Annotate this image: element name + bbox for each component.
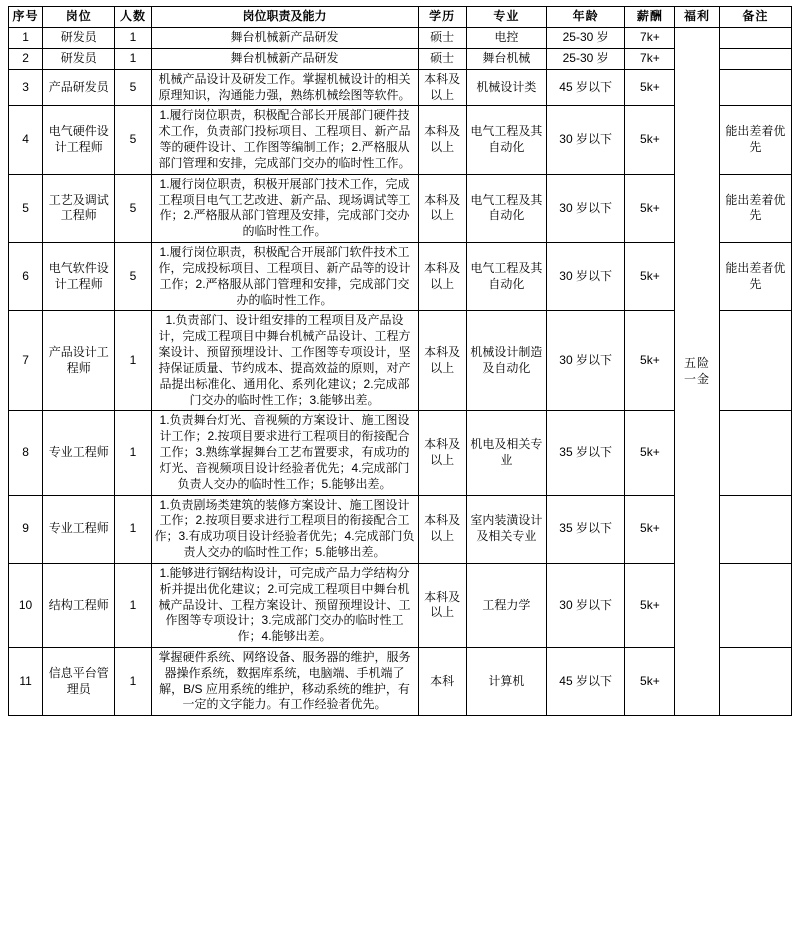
cell-number: 1 [115,27,151,48]
table-row [9,311,792,411]
cell-age: 35 岁以下 [547,495,625,563]
header-number: 人数 [115,7,151,28]
cell-education: 本科及以上 [418,243,466,311]
header-duty: 岗位职责及能力 [151,7,418,28]
header-salary: 薪酬 [625,7,675,28]
cell-no: 3 [9,69,43,106]
cell-education: 本科及以上 [418,311,466,411]
cell-salary: 5k+ [625,69,675,106]
cell-post: 专业工程师 [43,495,115,563]
cell-no: 5 [9,174,43,242]
cell-number: 1 [115,563,151,647]
cell-post: 研发员 [43,48,115,69]
cell-remark [719,495,791,563]
table-row [9,69,792,106]
cell-age: 35 岁以下 [547,411,625,495]
cell-salary: 7k+ [625,27,675,48]
table-row [9,495,792,563]
cell-post: 工艺及调试工程师 [43,174,115,242]
cell-no: 2 [9,48,43,69]
cell-age: 30 岁以下 [547,563,625,647]
cell-salary: 5k+ [625,243,675,311]
table-body [9,27,792,715]
cell-education: 硕士 [418,27,466,48]
cell-number: 5 [115,69,151,106]
cell-education: 本科及以上 [418,495,466,563]
cell-age: 25-30 岁 [547,48,625,69]
cell-remark: 能出差者优先 [719,243,791,311]
header-major: 专业 [466,7,546,28]
cell-major: 机械设计类 [466,69,546,106]
cell-number: 5 [115,243,151,311]
cell-post: 产品设计工程师 [43,311,115,411]
cell-age: 30 岁以下 [547,106,625,174]
cell-major: 计算机 [466,647,546,715]
header-education: 学历 [418,7,466,28]
cell-major: 机械设计制造及自动化 [466,311,546,411]
cell-major: 机电及相关专业 [466,411,546,495]
cell-duty: 1.履行岗位职责，积极配合部长开展部门硬件技术工作，负责部门投标项目、工程项目、新产品等的硬件设计、工作图等编制工作；2.严格服从部门管理和安排，完成部门交办的临时性工作。 [151,106,418,174]
cell-number: 1 [115,48,151,69]
cell-post: 电气硬件设计工程师 [43,106,115,174]
cell-number: 1 [115,411,151,495]
cell-remark [719,563,791,647]
cell-remark: 能出差着优先 [719,106,791,174]
cell-number: 1 [115,311,151,411]
cell-duty: 机械产品设计及研发工作。掌握机械设计的相关原理知识，沟通能力强，熟练机械绘图等软件。 [151,69,418,106]
header-no: 序号 [9,7,43,28]
cell-no: 7 [9,311,43,411]
cell-remark [719,48,791,69]
cell-education: 本科 [418,647,466,715]
cell-remark [719,311,791,411]
cell-no: 10 [9,563,43,647]
cell-no: 11 [9,647,43,715]
cell-post: 研发员 [43,27,115,48]
cell-salary: 5k+ [625,174,675,242]
cell-salary: 5k+ [625,647,675,715]
cell-major: 电气工程及其自动化 [466,174,546,242]
cell-age: 45 岁以下 [547,69,625,106]
cell-education: 本科及以上 [418,563,466,647]
cell-post: 电气软件设计工程师 [43,243,115,311]
cell-salary: 5k+ [625,311,675,411]
cell-duty: 1.能够进行钢结构设计，可完成产品力学结构分析并提出优化建议；2.可完成工程项目中舞台机械产品设计、工程方案设计、预留预埋设计、工作图等专项设计；3.完成部门交办的临时性工作；4.能够出差。 [151,563,418,647]
cell-age: 30 岁以下 [547,243,625,311]
table-row [9,106,792,174]
cell-age: 45 岁以下 [547,647,625,715]
cell-duty: 舞台机械新产品研发 [151,27,418,48]
cell-age: 30 岁以下 [547,311,625,411]
cell-education: 硕士 [418,48,466,69]
cell-education: 本科及以上 [418,174,466,242]
cell-no: 8 [9,411,43,495]
cell-post: 信息平台管理员 [43,647,115,715]
header-remark: 备注 [719,7,791,28]
cell-major: 电气工程及其自动化 [466,243,546,311]
cell-remark [719,27,791,48]
cell-salary: 7k+ [625,48,675,69]
cell-duty: 1.履行岗位职责，积极开展部门技术工作，完成工程项目电气工艺改进、新产品、现场调试等工作；2.严格服从部门管理及安排，完成部门交办的临时性工作。 [151,174,418,242]
header-benefit: 福利 [675,7,719,28]
table-row [9,174,792,242]
cell-benefit: 五险一金 [675,27,719,715]
table-row [9,411,792,495]
table-header-row [9,7,792,28]
cell-major: 电控 [466,27,546,48]
cell-salary: 5k+ [625,411,675,495]
table-row [9,27,792,48]
cell-duty: 1.负责舞台灯光、音视频的方案设计、施工图设计工作；2.按项目要求进行工程项目的衔接配合工作；3.熟练掌握舞台工艺布置要求，有成功的灯光、音视频项目设计经验者优先；4.完成部门负责人交办的临时性工作；5.能够出差。 [151,411,418,495]
cell-salary: 5k+ [625,495,675,563]
cell-duty: 掌握硬件系统、网络设备、服务器的维护，服务器操作系统，数据库系统，电脑端、手机端了解，B/S 应用系统的维护，移动系统的维护，有一定的文字能力。有工作经验者优先。 [151,647,418,715]
cell-remark [719,411,791,495]
cell-duty: 舞台机械新产品研发 [151,48,418,69]
header-age: 年龄 [547,7,625,28]
cell-no: 6 [9,243,43,311]
cell-education: 本科及以上 [418,106,466,174]
cell-duty: 1.负责剧场类建筑的装修方案设计、施工图设计工作；2.按项目要求进行工程项目的衔接配合工作；3.有成功项目设计经验者优先；4.完成部门负责人交办的临时性工作；5.能够出差。 [151,495,418,563]
cell-education: 本科及以上 [418,69,466,106]
table-row [9,48,792,69]
cell-duty: 1.负责部门、设计组安排的工程项目及产品设计，完成工程项目中舞台机械产品设计、工程方案设计、预留预埋设计、工作图等专项设计，坚持保证质量、节约成本、提高效益的原则，对产品提出标准化、通用化、系列化建议；2.完成部门交办的临时性工作；3.能够出差。 [151,311,418,411]
cell-post: 结构工程师 [43,563,115,647]
cell-number: 1 [115,495,151,563]
cell-education: 本科及以上 [418,411,466,495]
table-row [9,647,792,715]
cell-number: 5 [115,106,151,174]
cell-remark [719,647,791,715]
table-row [9,563,792,647]
cell-number: 1 [115,647,151,715]
cell-post: 产品研发员 [43,69,115,106]
table-header [9,7,792,28]
cell-major: 工程力学 [466,563,546,647]
cell-major: 电气工程及其自动化 [466,106,546,174]
cell-age: 25-30 岁 [547,27,625,48]
header-post: 岗位 [43,7,115,28]
cell-no: 4 [9,106,43,174]
cell-number: 5 [115,174,151,242]
cell-post: 专业工程师 [43,411,115,495]
job-recruitment-table [8,6,792,716]
cell-remark: 能出差着优先 [719,174,791,242]
table-row [9,243,792,311]
cell-age: 30 岁以下 [547,174,625,242]
cell-no: 1 [9,27,43,48]
cell-major: 舞台机械 [466,48,546,69]
cell-duty: 1.履行岗位职责，积极配合开展部门软件技术工作，完成投标项目、工程项目、新产品等的设计工作；2.严格服从部门管理和安排，完成部门交办的临时性工作。 [151,243,418,311]
cell-major: 室内装潢设计及相关专业 [466,495,546,563]
cell-salary: 5k+ [625,106,675,174]
cell-remark [719,69,791,106]
cell-no: 9 [9,495,43,563]
cell-salary: 5k+ [625,563,675,647]
